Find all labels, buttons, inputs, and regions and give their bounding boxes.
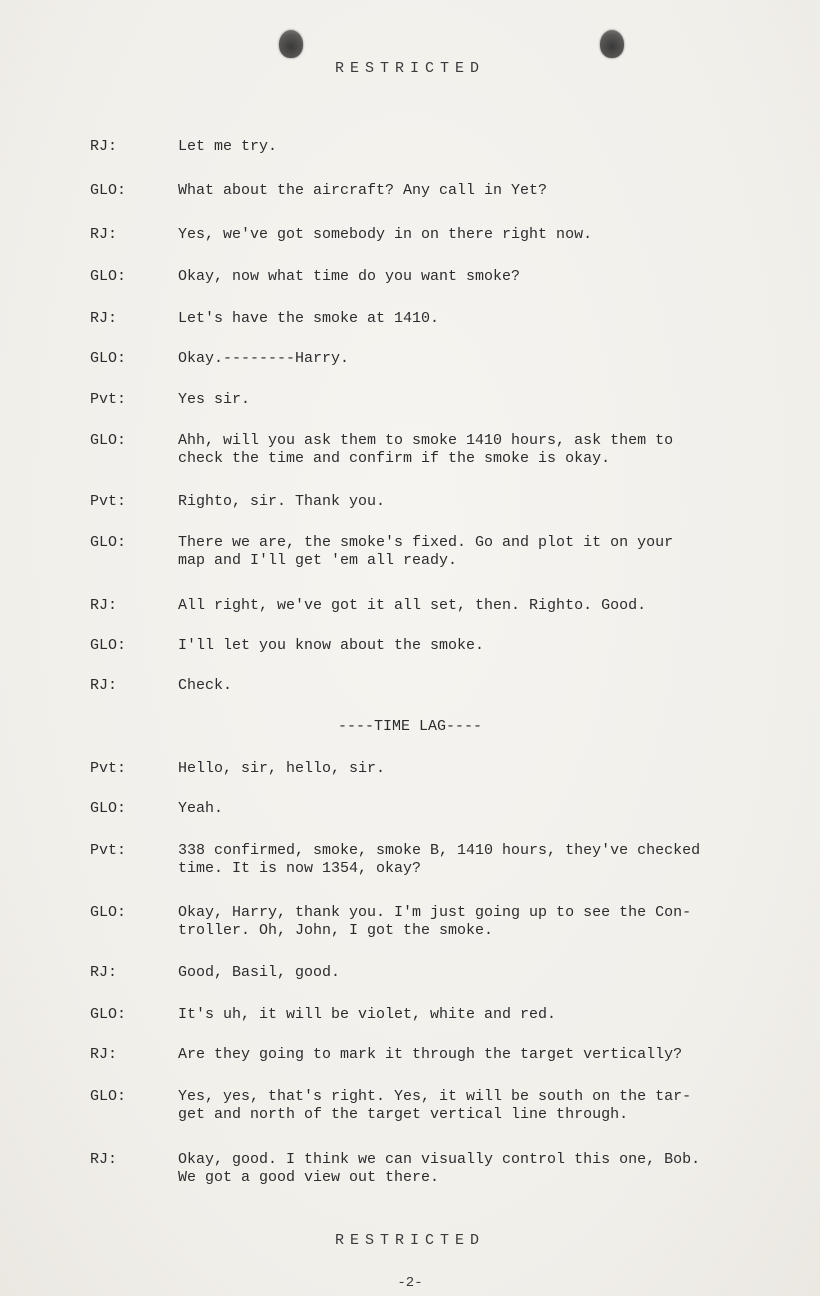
speech-text: Okay.--------Harry. bbox=[178, 350, 350, 367]
speech-text: Okay, now what time do you want smoke? bbox=[178, 268, 521, 285]
speech-text: Check. bbox=[178, 677, 233, 694]
speech-text: It's uh, it will be violet, white and red. bbox=[178, 1006, 557, 1023]
speaker-label: Pvt: bbox=[90, 391, 127, 408]
speaker-label: GLO: bbox=[90, 182, 127, 199]
speech-text: Yes, yes, that's right. Yes, it will be south on the tar- get and north of the target vertical line through. bbox=[178, 1088, 692, 1123]
speaker-label: GLO: bbox=[90, 350, 127, 367]
time-lag-separator: ----TIME LAG---- bbox=[337, 718, 483, 735]
footer-classification: RESTRICTED bbox=[334, 1232, 485, 1249]
speaker-label: GLO: bbox=[90, 904, 127, 921]
speech-text: Okay, good. I think we can visually control this one, Bob. We got a good view out there. bbox=[178, 1151, 701, 1186]
speech-text: 338 confirmed, smoke, smoke B, 1410 hours, they've checked time. It is now 1354, okay? bbox=[178, 842, 701, 877]
speech-text: Yeah. bbox=[178, 800, 224, 817]
speech-text: I'll let you know about the smoke. bbox=[178, 637, 485, 654]
speaker-label: RJ: bbox=[90, 1046, 118, 1063]
speech-text: Let me try. bbox=[178, 138, 278, 155]
speaker-label: RJ: bbox=[90, 1151, 118, 1168]
speaker-label: RJ: bbox=[90, 964, 118, 981]
speech-text: Yes, we've got somebody in on there right now. bbox=[178, 226, 593, 243]
speaker-label: RJ: bbox=[90, 310, 118, 327]
speech-text: All right, we've got it all set, then. Righto. Good. bbox=[178, 597, 647, 614]
punch-hole-right bbox=[600, 30, 624, 58]
header-classification: RESTRICTED bbox=[334, 60, 485, 77]
speaker-label: GLO: bbox=[90, 268, 127, 285]
speech-text: Okay, Harry, thank you. I'm just going up to see the Con- troller. Oh, John, I got the smoke. bbox=[178, 904, 692, 939]
page-number: -2- bbox=[397, 1275, 423, 1291]
speaker-label: Pvt: bbox=[90, 842, 127, 859]
speech-text: Are they going to mark it through the target vertically? bbox=[178, 1046, 683, 1063]
speech-text: Righto, sir. Thank you. bbox=[178, 493, 386, 510]
speech-text: Hello, sir, hello, sir. bbox=[178, 760, 386, 777]
speaker-label: GLO: bbox=[90, 637, 127, 654]
speaker-label: GLO: bbox=[90, 432, 127, 449]
speech-text: Good, Basil, good. bbox=[178, 964, 341, 981]
speaker-label: RJ: bbox=[90, 597, 118, 614]
speech-text: What about the aircraft? Any call in Yet? bbox=[178, 182, 548, 199]
speaker-label: RJ: bbox=[90, 677, 118, 694]
speaker-label: GLO: bbox=[90, 534, 127, 551]
speaker-label: GLO: bbox=[90, 1088, 127, 1105]
speaker-label: GLO: bbox=[90, 800, 127, 817]
punch-hole-left bbox=[279, 30, 303, 58]
speech-text: Let's have the smoke at 1410. bbox=[178, 310, 440, 327]
speech-text: There we are, the smoke's fixed. Go and plot it on your map and I'll get 'em all ready. bbox=[178, 534, 674, 569]
speaker-label: GLO: bbox=[90, 1006, 127, 1023]
speaker-label: RJ: bbox=[90, 226, 118, 243]
speech-text: Yes sir. bbox=[178, 391, 251, 408]
speaker-label: Pvt: bbox=[90, 493, 127, 510]
speaker-label: RJ: bbox=[90, 138, 118, 155]
speaker-label: Pvt: bbox=[90, 760, 127, 777]
speech-text: Ahh, will you ask them to smoke 1410 hours, ask them to check the time and confirm if the smoke is okay. bbox=[178, 432, 674, 467]
